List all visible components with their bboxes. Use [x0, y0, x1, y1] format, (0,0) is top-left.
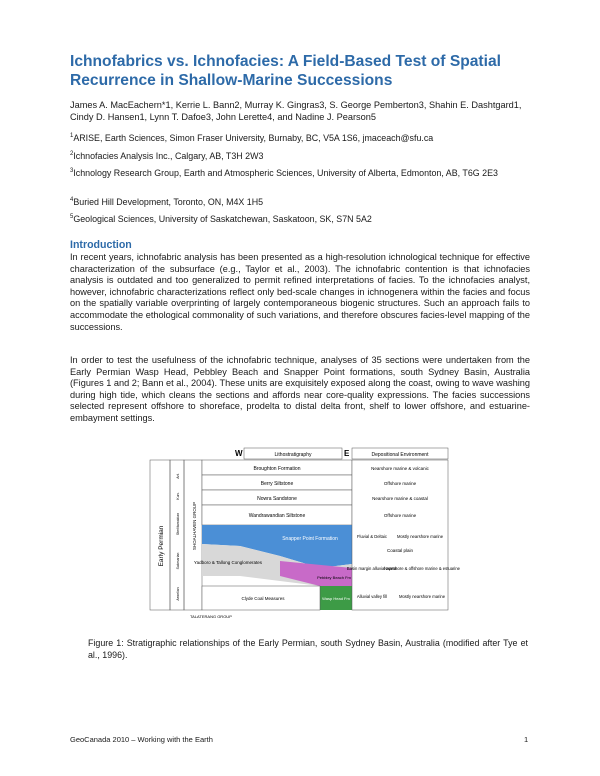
footer-page-number: 1	[524, 735, 529, 744]
paper-title: Ichnofabrics vs. Ichnofacies: A Field-Based Test of Spatial Recurrence in Shallow-Marine Successions	[70, 53, 501, 89]
stage-asselian: Asselian	[176, 587, 180, 601]
stage-sakmarian: Sakmarian	[176, 552, 180, 570]
formation-snapper: Snapper Point Formation	[282, 536, 338, 542]
env-4: Offshore marine	[383, 513, 417, 518]
stage-sterlitamakian: Sterlitamakian	[176, 512, 180, 536]
age-label: Early Permian	[158, 525, 165, 567]
env-10: Alluvial valley fill	[356, 594, 388, 599]
affiliation-4: $^4$Buried Hill Development, Toronto, ON, M4X 1H5	[70, 197, 264, 207]
env-2: Offshore marine	[383, 481, 417, 486]
stratigraphic-diagram	[150, 446, 461, 626]
stage-art: Art.	[176, 473, 180, 479]
formation-clyde: Clyde Coal Measures	[241, 596, 285, 601]
formation-pebbley: Pebbley Beach Fm	[317, 575, 351, 580]
env-8: Basin margin alluvial apron	[346, 566, 398, 571]
intro-paragraph-1: In recent years, ichnofabric analysis has been presented as a high-resolution ichnological technique for effective characterization of the subsurface (e.g., Taylor et al., 2003). The ichnofabric contention is that ichnofacies analysis is outdated and too generalized to permit refined interpretations of facies. To the ichnofacies analyst, however, ichnofabric characterizations reflect only bed-scale changes in ichnogenera within the facies and focus on the spatially variable overprinting of largely contemporaneous biogenic structures. Such an approach fails to accommodate the ethological commonality of such variations, and therefore obscures facies-level mapping of the successions.	[70, 252, 530, 332]
formation-broughton: Broughton Formation	[253, 466, 301, 472]
base-group: TALATERANG GROUP	[190, 614, 232, 619]
intro-paragraph-2: In order to test the usefulness of the ichnofabric technique, analyses of 35 sections were undertaken from the Early Permian Wasp Head, Pebbley Beach and Snapper Point formations, south Sydney Basin, Australia (Figures 1 and 2; Bann et al., 2004). These units are exquisitely exposed along the coast, owing to wave washing during high tide, which cleans the sections and affords near core-quality expressions. The facies successions selected represent offshore to shoreface, prodelta to distal delta front, shelf to lower offshore, and estuarine-embayment settings.	[70, 355, 530, 423]
east-label: E	[344, 449, 350, 458]
affiliation-1: $^1$ARISE, Earth Sciences, Simon Fraser University, Burnaby, BC, V5A 1S6, jmaceach@sfu.ca	[70, 133, 434, 143]
west-label: W	[235, 449, 243, 458]
affiliation-5: $^5$Geological Sciences, University of Saskatchewan, Saskatoon, SK, S7N 5A2	[70, 214, 372, 224]
figure-1-caption: Figure 1: Stratigraphic relationships of the Early Permian, south Sydney Basin, Australia (modified after Tye et al., 1996).	[88, 638, 528, 660]
env-11: Mostly nearshore marine	[398, 594, 446, 599]
section-heading-introduction: Introduction	[70, 239, 132, 251]
formation-berry: Berry Siltstone	[260, 481, 294, 487]
env-3: Nearshore marine & coastal	[372, 496, 428, 501]
author-list: James A. MacEachern*1, Kerrie L. Bann2, Murray K. Gingras3, S. George Pemberton3, Shahin E. Dashtgard1, Cindy D. Hansen1, Lynn T. Dafoe3, John Lerette4, and Nadine J. Pearson5	[70, 100, 522, 122]
group-label: SHOALHAVEN GROUP	[192, 501, 197, 551]
affiliation-3: $^3$Ichnology Research Group, Earth and Atmospheric Sciences, University of Alberta, Edmonton, AB, T6G 2E3	[70, 168, 498, 178]
formation-yadboro: Yadboro & Tallong Conglomerates	[193, 560, 263, 565]
stage-kun: Kun.	[176, 492, 180, 500]
footer-conference: GeoCanada 2010 – Working with the Earth	[70, 735, 213, 744]
env-9: Nearshore & offshore marine & estuarine	[383, 566, 461, 571]
environment-header: Depositional Environment	[371, 452, 429, 458]
env-6: Fluvial & Deltaic	[356, 534, 388, 539]
formation-nowra: Nowra Sandstone	[257, 496, 297, 502]
lithostrat-header: Lithostratigraphy	[274, 452, 312, 458]
affiliation-2: $^2$Ichnofacies Analysis Inc., Calgary, AB, T3H 2W3	[70, 151, 264, 161]
env-5: Mostly nearshore marine	[396, 534, 444, 539]
env-7: Coastal plain	[386, 548, 414, 553]
formation-wasp: Wasp Head Fm	[322, 596, 350, 601]
figure-1-stratigraphic-chart	[150, 446, 461, 626]
env-1: Nearshore marine & volcanic	[371, 466, 429, 471]
formation-wandrawandian: Wandrawandian Siltstone	[248, 513, 306, 519]
